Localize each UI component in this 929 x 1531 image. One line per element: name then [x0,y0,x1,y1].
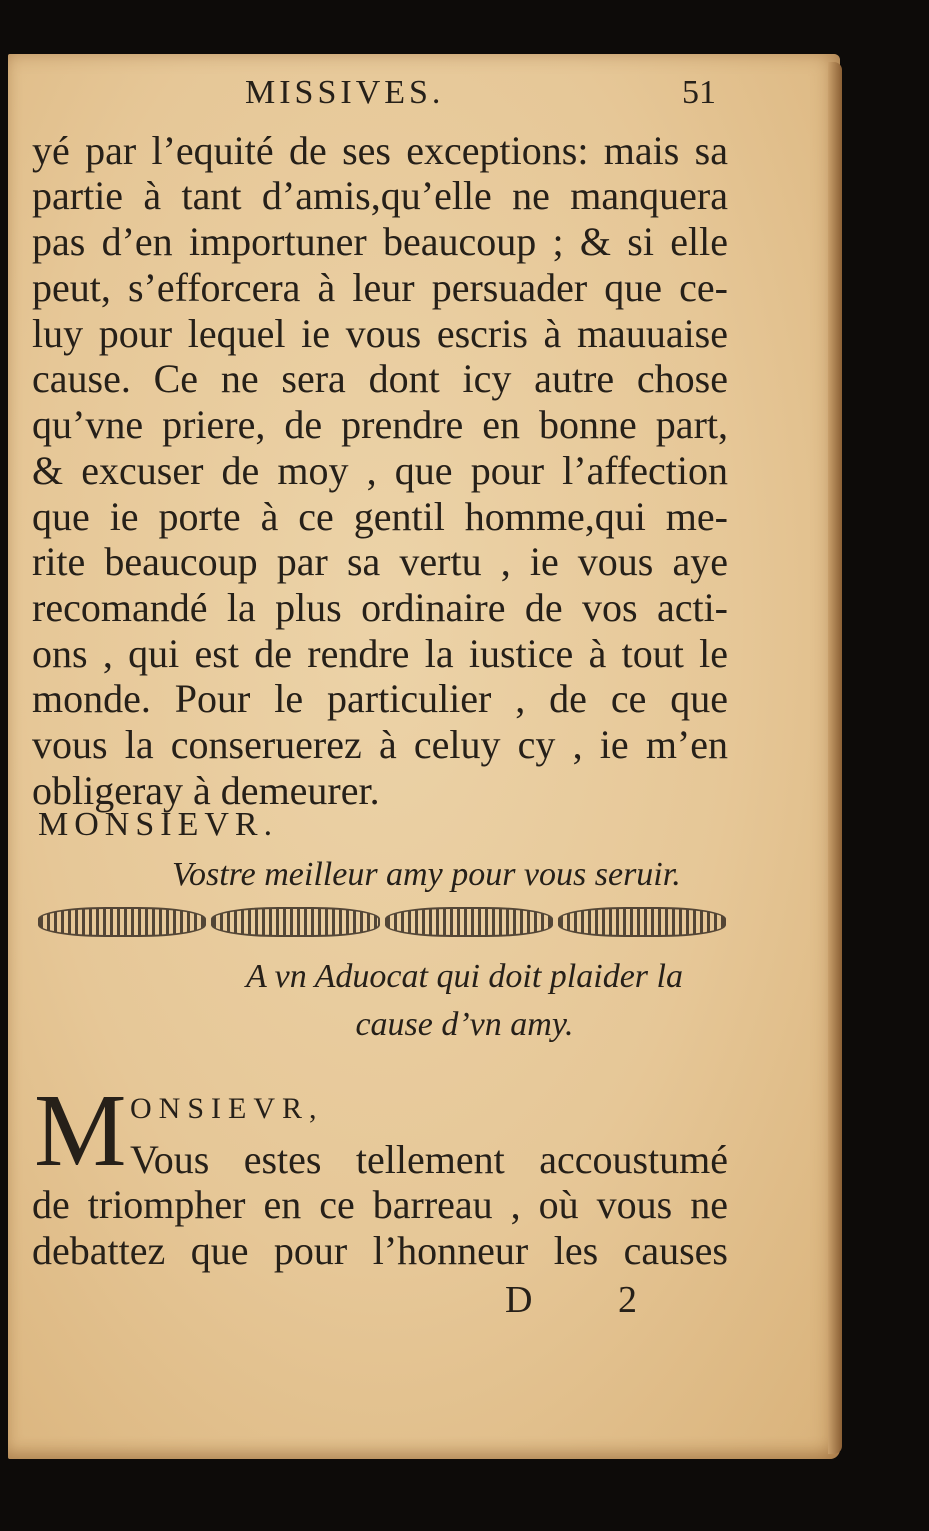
letter-heading-line: A vn Aduocat qui doit plaider la [246,958,683,995]
body-line: pas d’en importuner beaucoup ; & si elle [32,219,728,264]
body-line: rite beaucoup par sa vertu , ie vous aye [32,539,728,584]
letter-line: de triompher en ce barreau , où vous ne [32,1182,728,1227]
ornament-segment [211,907,379,937]
body-line: & excuser de moy , que pour l’affection [32,448,728,493]
body-line: que ie porte à ce gentil homme,qui me- [32,494,728,539]
body-line: luy pour lequel ie vous escris à mauuaise [32,311,728,356]
letter-heading-line: cause d’vn amy. [355,1006,574,1043]
ornament-divider [38,906,726,938]
body-line: ons , qui est de rendre la iustice à tout le [32,631,728,676]
ornament-segment [38,907,206,937]
letter-salutation: ONSIEVR, [130,1092,324,1125]
closing-salutation: MONSIEVR. [38,806,279,843]
body-line: obligeray à demeurer. [32,768,380,813]
body-line: peut, s’efforcera à leur persuader que ce- [32,265,728,310]
letter-first-line: Vous estes tellement accoustumé [130,1137,728,1182]
ornament-segment [385,907,553,937]
drop-cap: M [34,1073,127,1188]
letter-line: debattez que pour l’honneur les causes [32,1228,728,1273]
body-line: cause. Ce ne sera dont icy autre chose [32,356,728,401]
running-title: MISSIVES. [245,74,445,111]
body-line: recomandé la plus ordinaire de vos acti- [32,585,728,630]
body-line: qu’vne priere, de prendre en bonne part, [32,402,728,447]
body-line: vous la conseruerez à celuy cy , ie m’en [32,722,728,767]
body-line: monde. Pour le particulier , de ce que [32,676,728,721]
page-number: 51 [682,74,716,111]
body-line: partie à tant d’amis,qu’elle ne manquera [32,173,728,218]
signature: Vostre meilleur amy pour vous seruir. [172,856,681,893]
signature-mark: D 2 [505,1279,675,1321]
ornament-segment [558,907,726,937]
body-line: yé par l’equité de ses exceptions: mais sa [32,128,728,173]
